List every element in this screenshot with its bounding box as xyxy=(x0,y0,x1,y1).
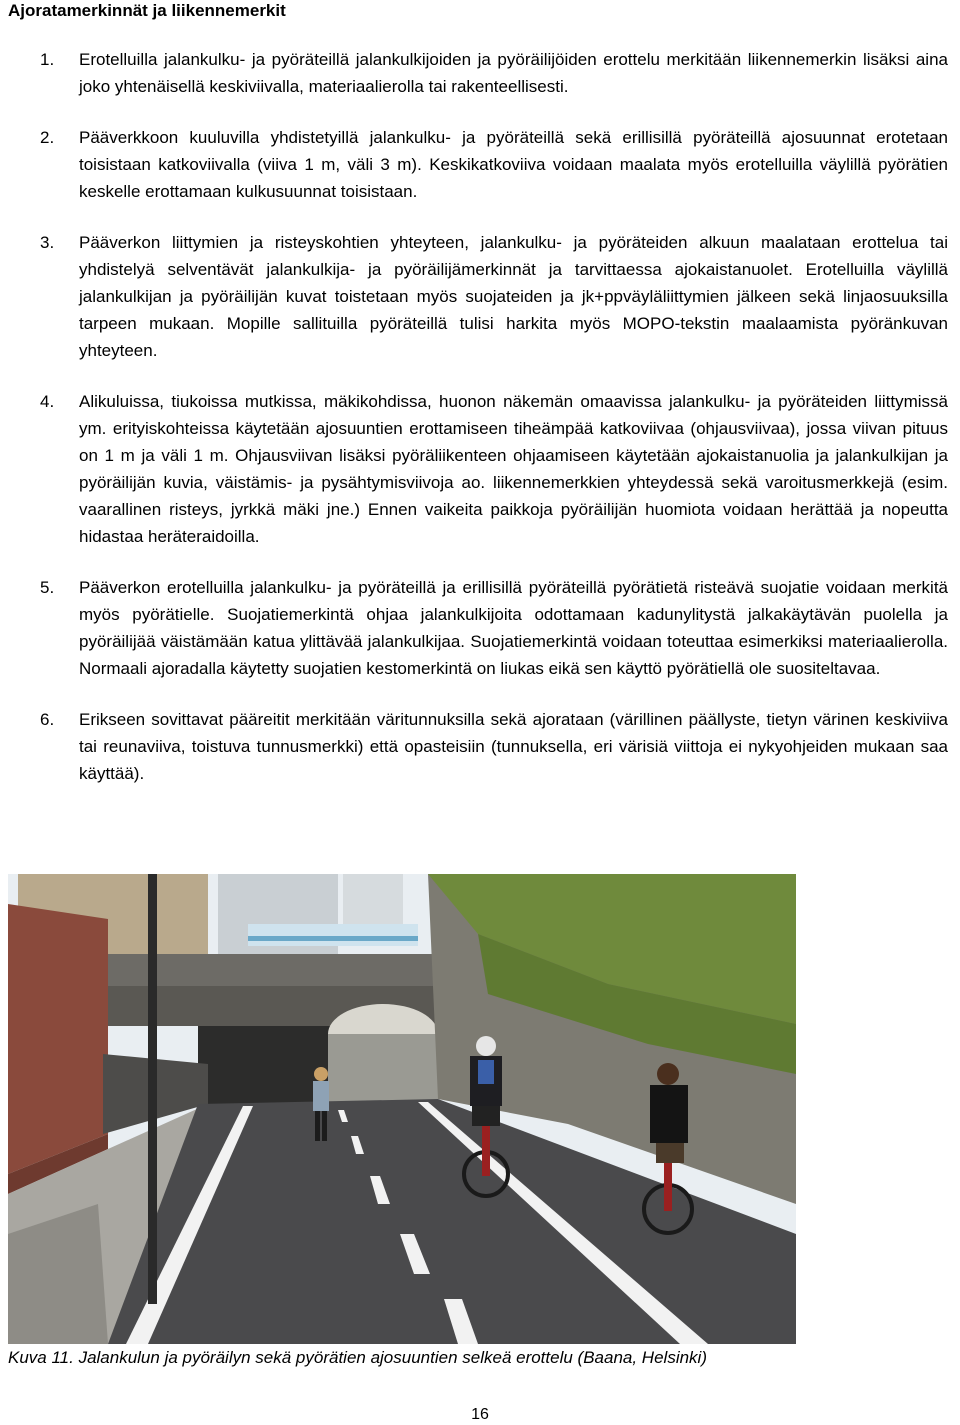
list-item xyxy=(0,706,960,787)
list-item xyxy=(0,46,960,100)
list-item-number: 2. xyxy=(40,128,55,147)
list-item-text: Erotelluilla jalankulku- ja pyöräteillä jalankulkijoiden ja pyöräilijöiden erottelu merkitään liikennemerkin lisäksi aina joko yhtenäisellä keskiviivalla, materiaalierolla tai rakenteellisesti. xyxy=(79,50,948,96)
list-item-number: 3. xyxy=(40,233,55,252)
list-item-text: Pääverkkoon kuuluvilla yhdistetyillä jalankulku- ja pyöräteillä sekä erillisillä pyöräteillä ajosuunnat erotetaan toisistaan katkoviivalla (viiva 1 m, väli 3 m). Keskikatkoviiva voidaan maalata myös erotelluilla väylillä pyörätien keskelle erottamaan kulkusuunnat toisistaan. xyxy=(79,128,948,201)
list-item-text: Pääverkon erotelluilla jalankulku- ja pyöräteillä ja erillisillä pyöräteillä pyörätietä risteävä suojatie voidaan merkitä myös pyörätielle. Suojatiemerkintä ohjaa jalankulkijoita odottamaan kadunylitystä jalkakäytävän puolella ja pyöräilijää väistämään katua ylittävää jalankulkijaa. Suojatiemerkintä voidaan toteuttaa esimerkiksi materiaalierolla. Normaali ajoradalla käytetty suojatien kestomerkintä on liukas eikä sen käyttö pyörätiellä ole suositeltavaa. xyxy=(79,578,948,678)
list-item-text: Erikseen sovittavat pääreitit merkitään väritunnuksilla sekä ajorataan (värillinen päällyste, tietyn värinen keskiviiva tai reunaviiva, toistuva tunnusmerkki) että opasteisiin (tunnuksella, eri värisiä viittoja ei nykyohjeiden mukaan saa käyttää). xyxy=(79,710,948,783)
list-item-number: 1. xyxy=(40,50,55,69)
figure-caption: Kuva 11. Jalankulun ja pyöräilyn sekä pyörätien ajosuuntien selkeä erottelu (Baana, Helsinki) xyxy=(8,1348,707,1367)
numbered-list xyxy=(0,46,960,811)
page-number: 16 xyxy=(471,1406,489,1423)
section-heading: Ajoratamerkinnät ja liikennemerkit xyxy=(8,1,286,20)
list-item-text: Pääverkon liittymien ja risteyskohtien yhteyteen, jalankulku- ja pyöräteiden alkuun maalataan erottelua tai yhdistelyä selventävät jalankulkija- ja pyöräilijämerkinnät ja tarvittaessa ajokaistanuolet. Erotelluilla väylillä jalankulkijan ja pyöräilijän kuvat toistetaan myös suojateiden ja jk+ppväyläliittymien jälkeen sekä linjaosuuksilla tarpeen mukaan. Mopille sallituilla pyöräteillä tulisi harkita myös MOPO-tekstin maalaamista pyöränkuvan yhteyteen. xyxy=(79,233,948,360)
list-item-number: 4. xyxy=(40,392,55,411)
cycle-path-photo xyxy=(8,874,796,1344)
cycle-path-illustration xyxy=(8,874,796,1344)
list-item xyxy=(0,388,960,550)
list-item xyxy=(0,124,960,205)
list-item-text: Alikuluissa, tiukoissa mutkissa, mäkikohdissa, huonon näkemän omaavissa jalankulku- ja pyöräteiden liittymissä ym. erityiskohteissa käytetään ajosuuntien erottamiseen tiheämpää katkoviivaa (ohjausviivaa), jossa viivan pituus on 1 m ja väli 1 m. Ohjausviivan lisäksi pyöräliikenteen ohjaamiseen käytetään ajokaistanuolia ja jalankulkijan ja pyöräilijän kuvia, väistämis- ja pysähtymisviivoja ao. liikennemerkkien yhteydessä sekä varoitusmerkkejä (esim. vaarallinen risteys, jyrkkä mäki jne.) Ennen vaikeita paikkoja pyöräilijän huomiota voidaan herättää ja nopeutta hidastaa heräteraidoilla. xyxy=(79,392,948,546)
list-item xyxy=(0,574,960,682)
list-item xyxy=(0,229,960,364)
list-item-number: 6. xyxy=(40,710,55,729)
list-item-number: 5. xyxy=(40,578,55,597)
